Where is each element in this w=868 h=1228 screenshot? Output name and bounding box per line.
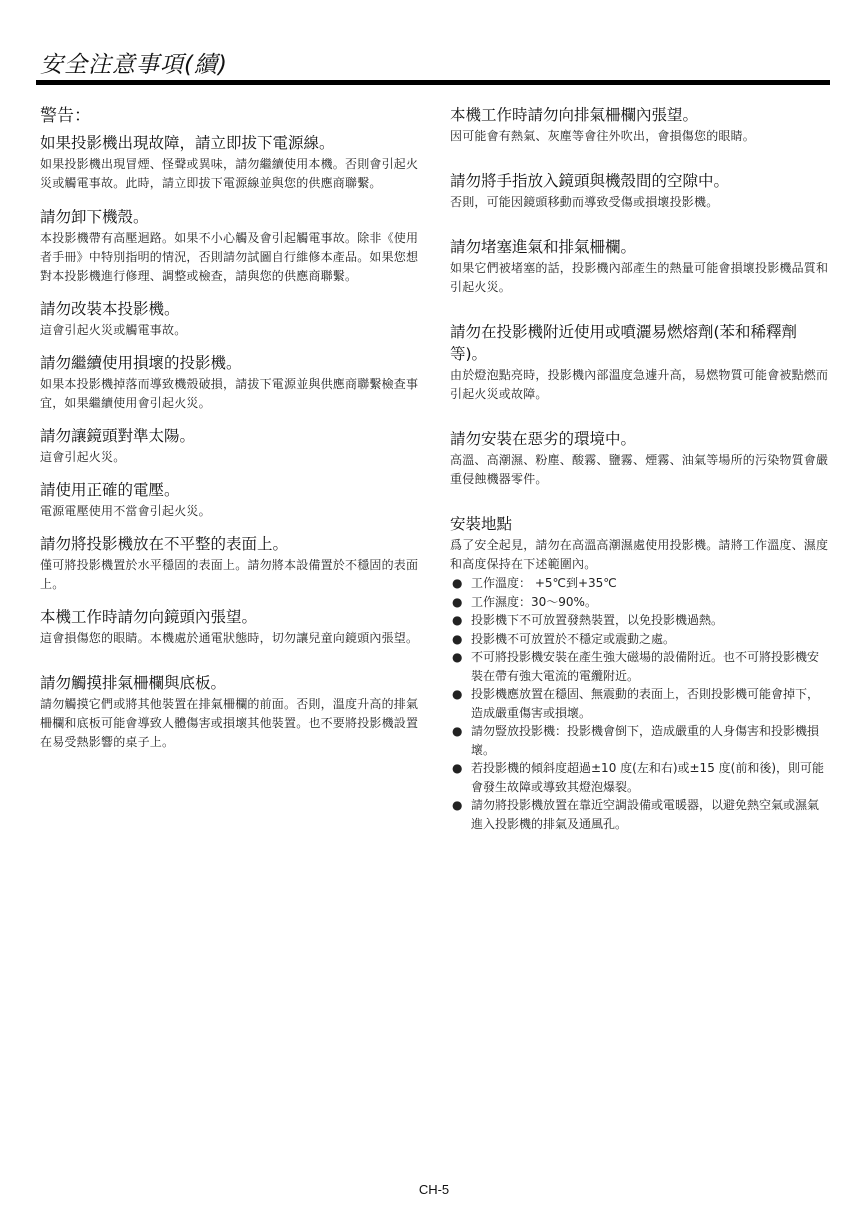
section-title: 請勿觸摸排氣柵欄與底板。 xyxy=(40,674,227,692)
section-install xyxy=(450,513,830,833)
list-item xyxy=(450,574,830,593)
list-item xyxy=(450,630,830,649)
section-title: 請勿改裝本投影機。 xyxy=(40,300,180,318)
bullet-icon: ● xyxy=(452,724,463,738)
list-item xyxy=(450,759,830,796)
section-unplug xyxy=(40,132,422,193)
section-title: 本機工作時請勿向鏡頭內張望。 xyxy=(40,608,258,626)
list-item-text: 請勿豎放投影機：投影機會倒下，造成嚴重的人身傷害和投影機損壞。 xyxy=(471,724,820,757)
section-body: 否則，可能因鏡頭移動而導致受傷或損壞投影機。 xyxy=(450,195,719,209)
bullet-icon: ● xyxy=(452,798,463,812)
section-body: 電源電壓使用不當會引起火災。 xyxy=(40,504,211,518)
section-body: 由於燈泡點亮時，投影機內部溫度急遽升高，易燃物質可能會被點燃而引起火災或故障。 xyxy=(450,368,829,401)
section-title: 請勿安裝在惡劣的環境中。 xyxy=(450,430,637,448)
list-item xyxy=(450,593,830,612)
bullet-icon: ● xyxy=(452,576,463,590)
section-title: 請勿堵塞進氣和排氣柵欄。 xyxy=(450,238,637,256)
list-item-text: 投影機不可放置於不穩定或震動之處。 xyxy=(471,631,676,646)
section-sun xyxy=(40,425,422,467)
bullet-icon: ● xyxy=(452,687,463,701)
section-exhaust-look xyxy=(450,104,830,146)
warning-heading: 警告： xyxy=(40,106,91,126)
section-body: 如果本投影機掉落而導致機殼破損，請拔下電源並與供應商聯繫檢查事宜，如果繼續使用會引起火災。 xyxy=(40,377,419,410)
section-title: 請勿在投影機附近使用或噴灑易燃熔劑(苯和稀釋劑等)。 xyxy=(450,323,798,363)
section-body: 本投影機帶有高壓迴路。如果不小心觸及會引起觸電事故。除非《使用者手冊》中特別指明的情況，否則請勿試圖自行維修本產品。如果您想對本投影機進行修理、調整或檢查，請與您的供應商聯繫。 xyxy=(40,231,419,283)
section-body: 請勿觸摸它們或將其他裝置在排氣柵欄的前面。否則，溫度升高的排氣柵欄和底板可能會導致人體傷害或損壞其他裝置。也不要將投影機設置在易受熱影響的桌子上。 xyxy=(40,697,419,749)
section-lens xyxy=(40,606,422,648)
section-fingers xyxy=(450,170,830,212)
list-item-text: 請勿將投影機放置在靠近空調設備或電暖器，以避免熱空氣或濕氣進入投影機的排氣及通風孔。 xyxy=(471,798,820,831)
section-body: 這會引起火災。 xyxy=(40,450,126,464)
list-item xyxy=(450,685,830,722)
list-item xyxy=(450,796,830,833)
section-surface xyxy=(40,533,422,594)
install-bullet-list xyxy=(450,574,830,833)
list-item-text: 若投影機的傾斜度超過±10 度(左和右)或±15 度(前和後)，則可能會發生故障或導致其燈泡爆裂。 xyxy=(471,761,825,794)
right-column xyxy=(450,104,830,833)
list-item xyxy=(450,611,830,630)
section-body: 如果投影機出現冒煙、怪聲或異味，請勿繼續使用本機。否則會引起火災或觸電事故。此時，請立即拔下電源線並與您的供應商聯繫。 xyxy=(40,157,419,190)
section-environment xyxy=(450,428,830,489)
section-title: 請勿讓鏡頭對準太陽。 xyxy=(40,427,196,445)
section-body: 這會引起火災或觸電事故。 xyxy=(40,323,187,337)
section-title: 請勿將手指放入鏡頭與機殼間的空隙中。 xyxy=(450,172,730,190)
section-title: 請勿將投影機放在不平整的表面上。 xyxy=(40,535,289,553)
section-modify xyxy=(40,298,422,340)
section-title: 請勿繼續使用損壞的投影機。 xyxy=(40,354,242,372)
left-column xyxy=(40,104,422,752)
section-exhaust-touch xyxy=(40,672,422,752)
bullet-icon: ● xyxy=(452,761,463,775)
bullet-icon: ● xyxy=(452,613,463,627)
section-title: 請使用正確的電壓。 xyxy=(40,481,180,499)
section-damaged xyxy=(40,352,422,413)
title-divider xyxy=(36,80,830,85)
section-body: 這會損傷您的眼睛。本機處於通電狀態時，切勿讓兒童向鏡頭內張望。 xyxy=(40,631,419,645)
list-item-text: 工作濕度：30～90%。 xyxy=(471,594,597,609)
section-title: 如果投影機出現故障，請立即拔下電源線。 xyxy=(40,134,335,152)
section-body: 僅可將投影機置於水平穩固的表面上。請勿將本設備置於不穩固的表面上。 xyxy=(40,558,419,591)
list-item xyxy=(450,648,830,685)
list-item-text: 不可將投影機安裝在產生強大磁場的設備附近。也不可將投影機安裝在帶有強大電流的電纜附近。 xyxy=(471,650,820,683)
bullet-icon: ● xyxy=(452,594,463,609)
section-title: 請勿卸下機殼。 xyxy=(40,208,149,226)
section-title: 本機工作時請勿向排氣柵欄內張望。 xyxy=(450,106,699,124)
section-voltage xyxy=(40,479,422,521)
section-solvents xyxy=(450,321,830,404)
section-vents xyxy=(450,236,830,297)
list-item-text: 投影機下不可放置發熱裝置，以免投影機過熱。 xyxy=(471,613,724,627)
section-body: 高溫、高潮濕、粉塵、酸霧、鹽霧、煙霧、油氣等場所的污染物質會嚴重侵蝕機器零件。 xyxy=(450,453,829,486)
page-number: CH-5 xyxy=(418,1182,450,1197)
section-body: 因可能會有熱氣、灰塵等會往外吹出，會損傷您的眼睛。 xyxy=(450,129,756,143)
list-item-text: 投影機應放置在穩固、無震動的表面上，否則投影機可能會掉下，造成嚴重傷害或損壞。 xyxy=(471,687,820,720)
page-title: 安全注意事項(續) xyxy=(40,52,228,78)
section-title: 安裝地點 xyxy=(450,515,513,533)
bullet-icon: ● xyxy=(452,631,463,646)
list-item-text: 工作溫度： +5℃到+35℃ xyxy=(471,576,617,590)
list-item xyxy=(450,722,830,759)
section-cover xyxy=(40,206,422,286)
section-body: 如果它們被堵塞的話，投影機內部產生的熱量可能會損壞投影機品質和引起火災。 xyxy=(450,261,829,294)
section-body: 爲了安全起見，請勿在高溫高潮濕處使用投影機。請將工作溫度、濕度和高度保持在下述範圍內。 xyxy=(450,538,829,571)
bullet-icon: ● xyxy=(452,650,463,664)
